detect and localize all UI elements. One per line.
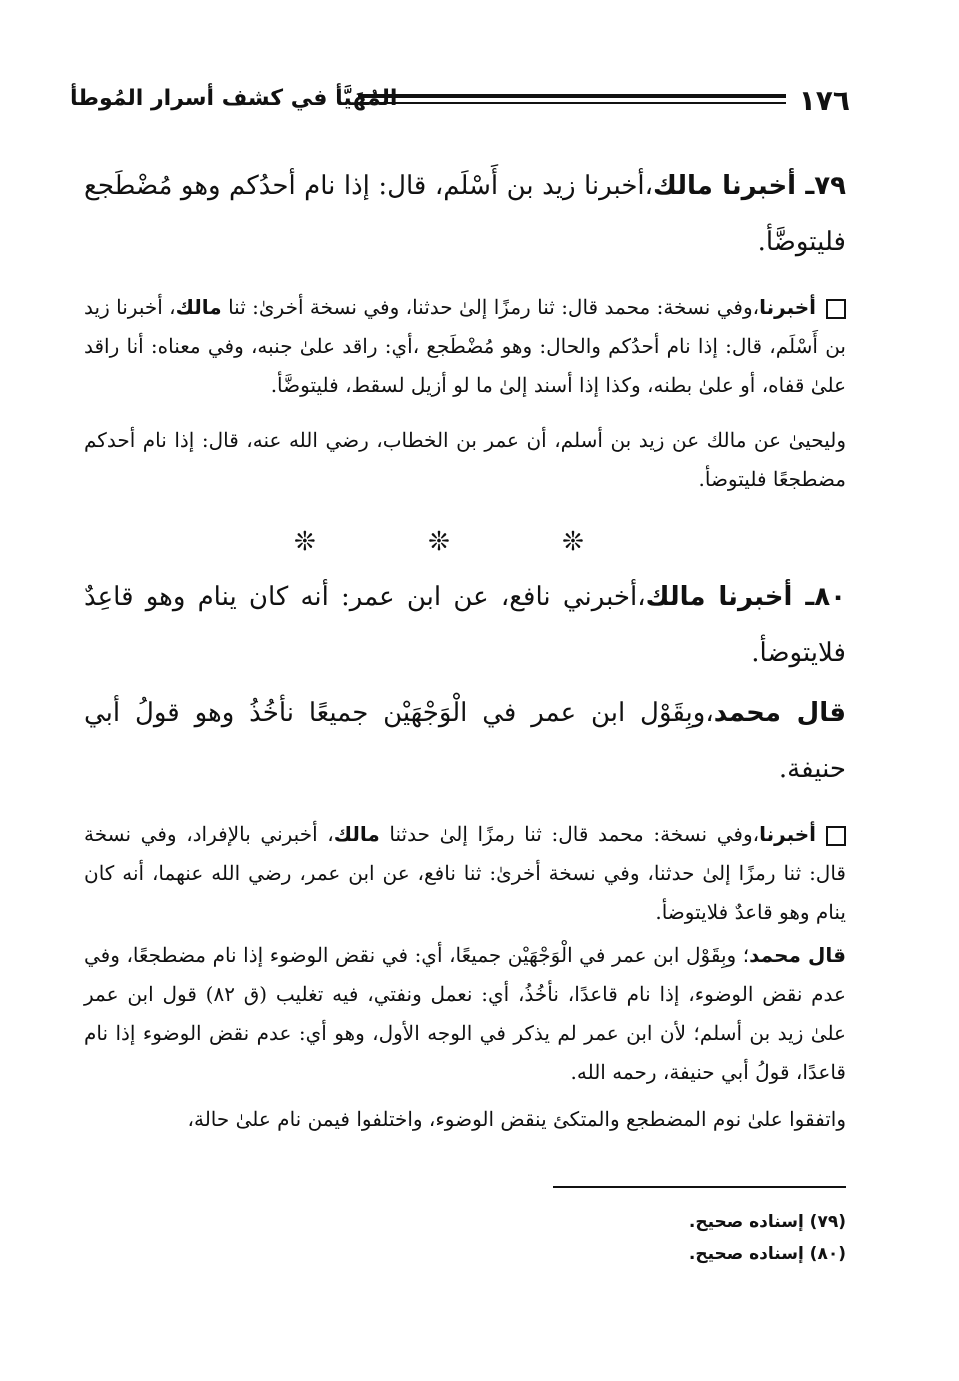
commentary-79-note [84, 421, 846, 499]
hadith-79-lead: ٧٩ـ أخبرنا مالك [653, 171, 846, 201]
commentary-80-agreement [84, 1100, 846, 1139]
muhammad-statement-text: ،وبِقَوْل ابن عمر في الْوَجْهَيْن جميعًا نأخُذُ وهو قولُ أبي حنيفة. [84, 698, 846, 784]
footnote-rule [553, 1186, 846, 1188]
commentary-79 [84, 288, 846, 405]
commentary-79-text-2: ، أخبرنا زيد بن أَسْلَم، قال: إذا نام أحدُكم والحال: وهو مُضْطَجع ،أي: راقد علىٰ جنبه، وفي معناه: أنا راقد علىٰ قفاه، أو علىٰ بطنه، وكذا إذا أسند إلىٰ ما لو أزيل لسقط، فليتوضَّأ. [84, 295, 846, 397]
commentary-80-lead: أخبرنا [759, 822, 817, 846]
hadith-80 [84, 569, 846, 681]
commentary-80-name: مالك [333, 822, 380, 846]
book-title: المُهَيَّأ في كشف أسرار المُوطأ [70, 86, 398, 111]
hadith-79 [84, 158, 846, 270]
commentary-80-muhammad [84, 936, 846, 1092]
commentary-80 [84, 815, 846, 932]
commentary-79-name: مالك [175, 295, 222, 319]
header-rule [358, 94, 786, 104]
hadith-80-text: ،أخبرني نافع، عن ابن عمر: أنه كان ينام وهو قاعِدٌ فلايتوضأ. [84, 582, 846, 668]
hadith-80-lead: ٨٠ـ أخبرنا مالك [645, 582, 846, 612]
checkbox-square-icon [826, 826, 846, 846]
section-separator: ❊ ❊ ❊ [294, 527, 636, 557]
commentary-80-agreement-text: واتفقوا علىٰ نوم المضطجع والمتكئ ينقض الوضوء، واختلفوا فيمن نام علىٰ حالة، [187, 1107, 846, 1131]
commentary-80-text-2: ، أخبرني بالإفراد، وفي نسخة قال: ثنا رمزًا إلىٰ حدثنا، وفي نسخة أخرىٰ: ثنا نافع، عن ابن عمر، رضي الله عنهما، أنه كان ينام وهو قاعدٌ فلايتوضأ. [84, 822, 846, 924]
footnote-79: (٧٩) إسناده صحيح. [688, 1212, 846, 1232]
page-header [70, 84, 850, 118]
commentary-79-text-1: ،وفي نسخة: محمد قال: ثنا رمزًا إلىٰ حدثنا، وفي نسخة أخرىٰ: ثنا [228, 295, 760, 319]
commentary-80-text-1: ،وفي نسخة: محمد قال: ثنا رمزًا إلىٰ حدثنا [389, 822, 760, 846]
body-text [84, 158, 846, 1139]
commentary-79-lead: أخبرنا [759, 295, 817, 319]
page-number: ١٧٦ [798, 84, 850, 117]
checkbox-square-icon [826, 299, 846, 319]
commentary-80-muhammad-lead: قال محمد [749, 943, 846, 967]
muhammad-statement-lead: قال محمد [713, 698, 846, 728]
commentary-80-muhammad-text: ؛ وبِقَوْل ابن عمر في الْوَجْهَيْن جميعًا، أي: في نقض الوضوء إذا نام مضطجعًا، وفي عدم نقض الوضوء، إذا نام قاعدًا، نأخُذُ، أي: نعمل ونفتي، فيه تغليب (ق ٨٢) قول ابن عمر علىٰ زيد بن أسلم؛ لأن ابن عمر لم يذكر في الوجه الأول، وهو أي: عدم نقض الوضوء إذا نام قاعدًا، قولُ أبي حنيفة، رحمه الله. [84, 943, 846, 1084]
muhammad-statement [84, 685, 846, 797]
commentary-79-note-text: وليحيىٰ عن مالك عن زيد بن أسلم، أن عمر بن الخطاب، رضي الله عنه، قال: إذا نام أحدكم مضطجعًا فليتوضأ. [84, 428, 846, 491]
footnote-80: (٨٠) إسناده صحيح. [688, 1244, 846, 1264]
footnotes [553, 1206, 846, 1270]
hadith-79-text: ،أخبرنا زيد بن أَسْلَم، قال: إذا نام أحدُكم وهو مُضْطَجع فليتوضَّأ. [84, 171, 846, 257]
